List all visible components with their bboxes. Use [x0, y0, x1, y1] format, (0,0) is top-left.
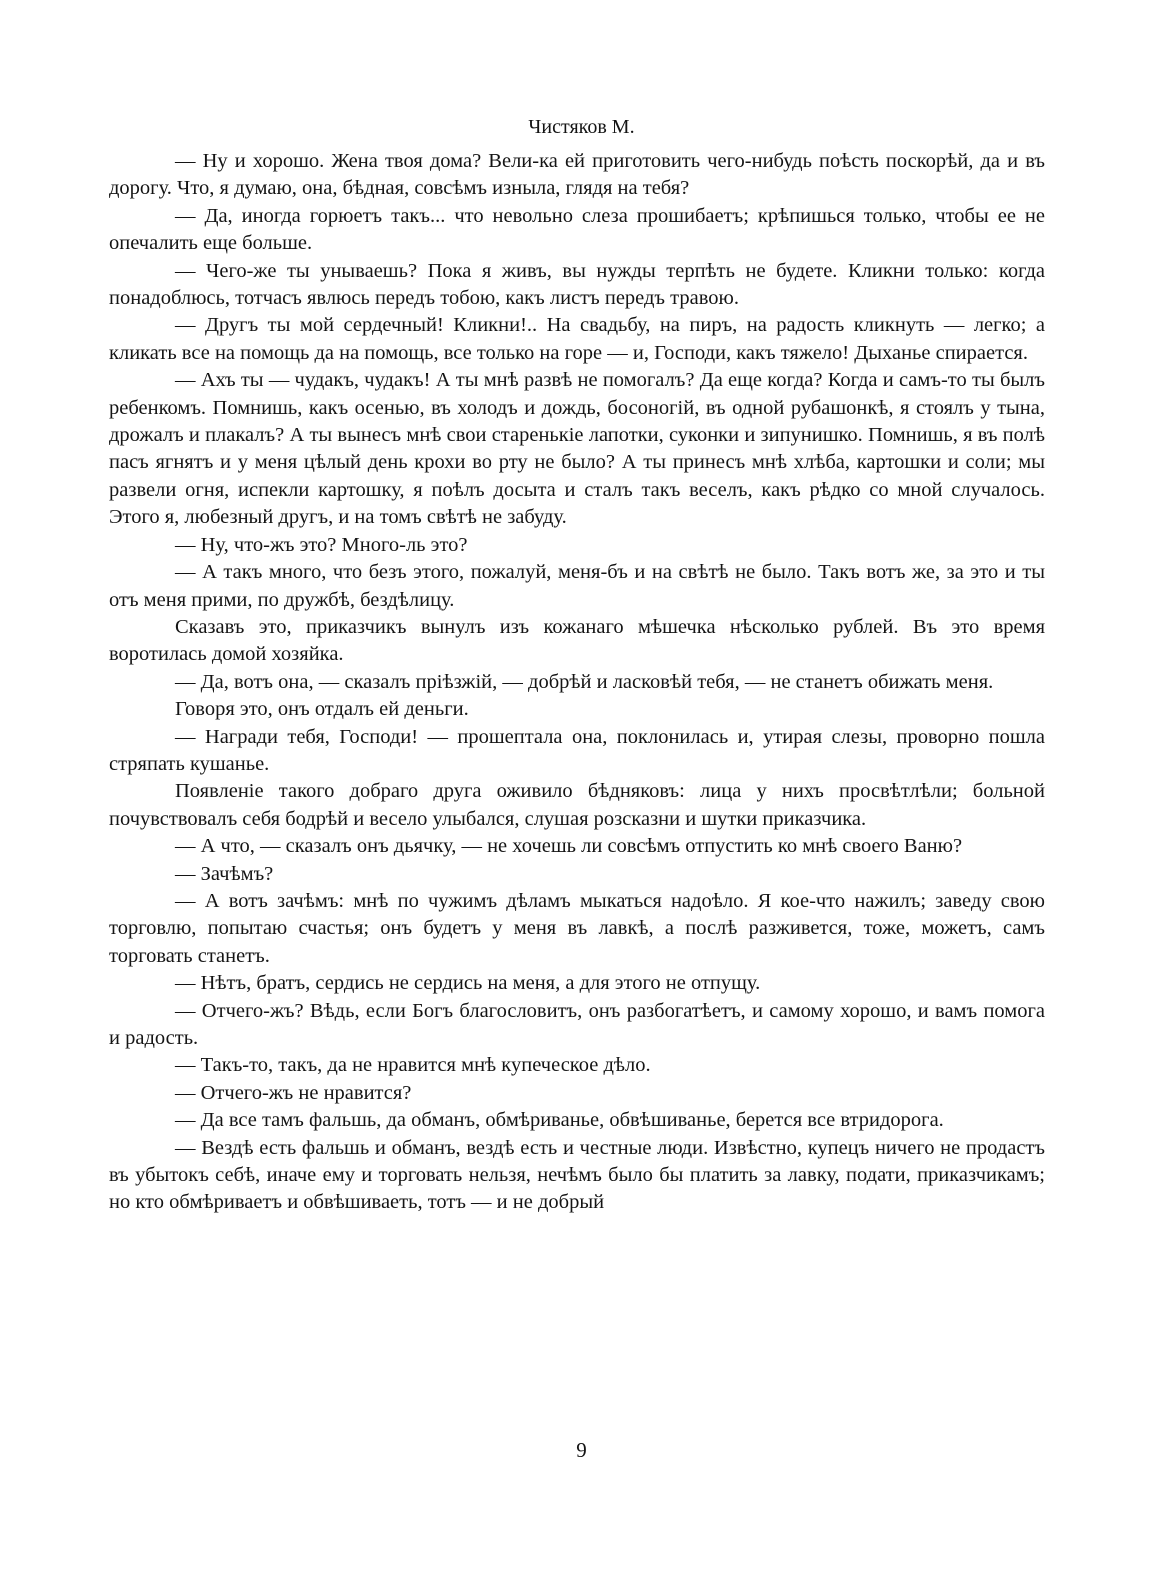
paragraph: — Ну и хорошо. Жена твоя дома? Вели-ка ей приготовить чего-нибудь поѣсть поскорѣй, да и въ дорогу. Что, я думаю, она, бѣдная, совсѣмъ изныла, глядя на тебя?	[109, 150, 1045, 200]
body-text	[109, 148, 1045, 1217]
page-number: 9	[576, 1438, 587, 1462]
paragraph: Появленіе такого добраго друга оживило бѣдняковъ: лица у нихъ просвѣтлѣли; больной почувствовалъ себя бодрѣй и весело улыбался, слушая розсказни и шутки приказчика.	[109, 780, 1045, 830]
paragraph: — Ну, что-жъ это? Много-ль это?	[175, 533, 468, 556]
paragraph: — Да, иногда горюетъ такъ... что невольно слеза прошибаетъ; крѣпишься только, чтобы ее не опечалить еще больше.	[109, 204, 1045, 255]
paragraph: — А вотъ зачѣмъ: мнѣ по чужимъ дѣламъ мыкаться надоѣло. Я кое-что нажилъ; заведу свою торговлю, попытаю счастья; онъ будетъ у меня въ лавкѣ, а послѣ разживется, тоже, можетъ, самъ торговать станетъ.	[109, 889, 1045, 967]
paragraph: — Другъ ты мой сердечный! Кликни!.. На свадьбу, на пиръ, на радость кликнуть — легко; а кликать все на помощь да на помощь, все только на горе — и, Господи, какъ тяжело! Дыханье спирается.	[109, 314, 1045, 364]
paragraph: — Ахъ ты — чудакъ, чудакъ! А ты мнѣ развѣ не помогалъ? Да еще когда? Когда и самъ-то ты былъ ребенкомъ. Помнишь, какъ осенью, въ холодъ и дождь, босоногій, въ одной рубашонкѣ, я стоялъ у тына, дрожалъ и плакалъ? А ты вынесъ мнѣ свои старенькіе лапотки, суконки и зипунишко. Помнишь, я въ полѣ пасъ ягнятъ и у меня цѣлый день крохи во рту не было? А ты принесъ мнѣ хлѣба, картошки и соли; мы развели огня, испекли картошку, я поѣлъ досыта и сталъ такъ веселъ, какъ рѣдко со мной случалось. Этого я, любезный другъ, и на томъ свѣтѣ не забуду.	[109, 369, 1045, 529]
paragraph: — А такъ много, что безъ этого, пожалуй, меня-бъ и на свѣтѣ не было. Такъ вотъ же, за это и ты отъ меня прими, по дружбѣ, бездѣлицу.	[109, 561, 1045, 611]
paragraph: — Зачѣмъ?	[175, 862, 274, 885]
paragraph: — Отчего-жъ? Вѣдь, если Богъ благословитъ, онъ разбогатѣетъ, и самому хорошо, и вамъ помога и радость.	[109, 999, 1045, 1049]
paragraph: — Награди тебя, Господи! — прошептала она, поклонилась и, утирая слезы, проворно пошла стряпать кушанье.	[109, 725, 1045, 775]
paragraph: — Нѣтъ, братъ, сердись не сердись на меня, а для этого не отпущу.	[175, 972, 761, 995]
paragraph: — Отчего-жъ не нравится?	[175, 1081, 412, 1104]
paragraph: — Да, вотъ она, — сказалъ пріѣзжій, — добрѣй и ласковѣй тебя, — не станетъ обижать меня.	[175, 670, 994, 693]
paragraph: — Да все тамъ фальшь, да обманъ, обмѣриванье, обвѣшиванье, берется все втридорога.	[175, 1109, 944, 1132]
paragraph: — Такъ-то, такъ, да не нравится мнѣ купеческое дѣло.	[175, 1054, 651, 1077]
paragraph: Говоря это, онъ отдалъ ей деньги.	[175, 698, 469, 721]
paragraph: — Вездѣ есть фальшь и обманъ, вездѣ есть и честные люди. Извѣстно, купецъ ничего не продастъ въ убытокъ себѣ, иначе ему и торговать нельзя, нечѣмъ было бы платить за лавку, подати, приказчикамъ; но кто обмѣриваетъ и обвѣшиваеть, тотъ — и не добрый	[109, 1136, 1045, 1214]
paragraph: — Чего-же ты унываешь? Пока я живъ, вы нужды терпѣть не будете. Кликни только: когда понадоблюсь, тотчасъ явлюсь передъ тобою, какъ листъ передъ травою.	[109, 259, 1045, 310]
paragraph: — А что, — сказалъ онъ дьячку, — не хочешь ли совсѣмъ отпустить ко мнѣ своего Ваню?	[175, 835, 963, 858]
running-head: Чистяков М.	[528, 116, 635, 138]
paragraph: Сказавъ это, приказчикъ вынулъ изъ кожанаго мѣшечка нѣсколько рублей. Въ это время воротилась домой хозяйка.	[109, 615, 1045, 666]
